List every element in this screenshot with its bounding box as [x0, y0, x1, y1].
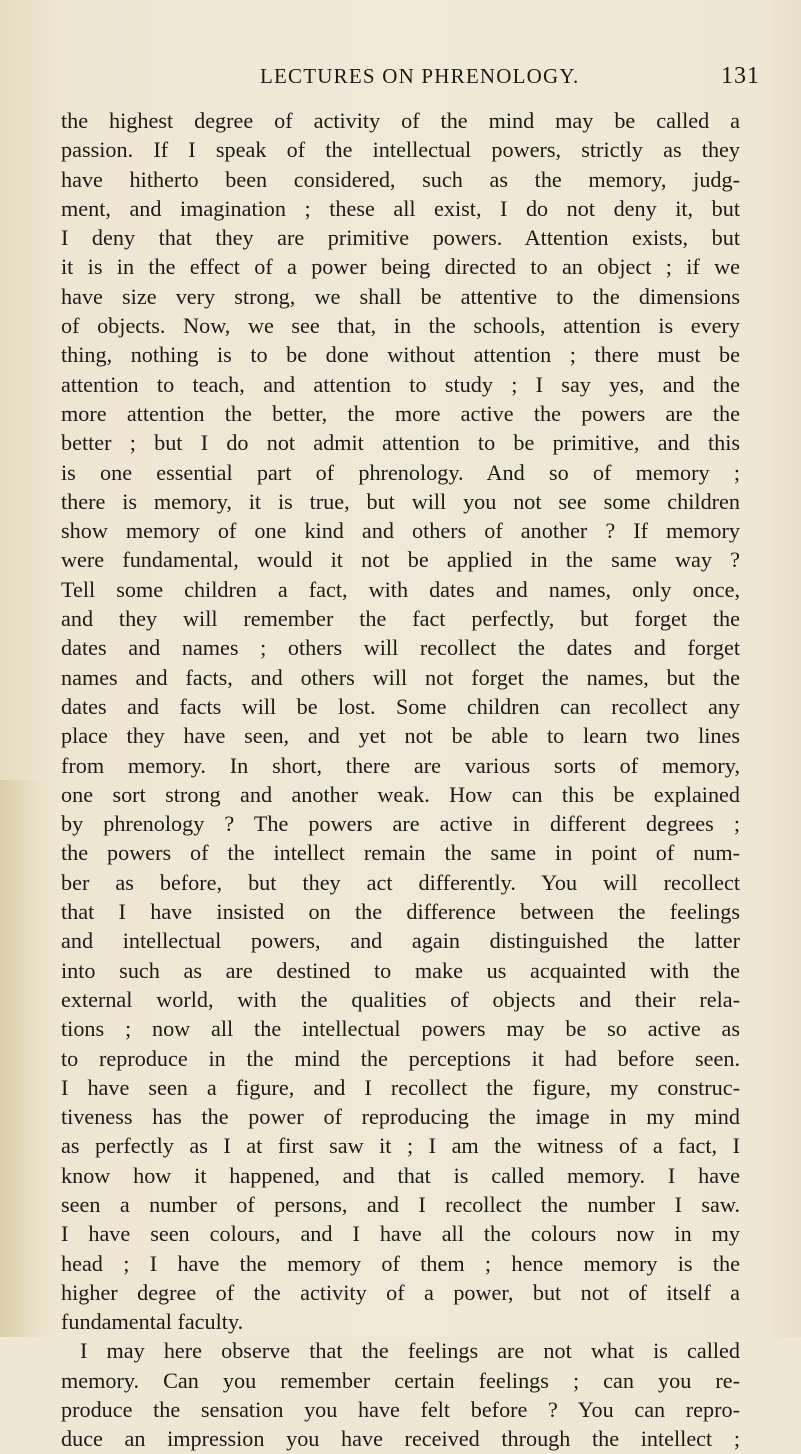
text-line: produce the sensation you have felt before ? You can repro- — [61, 1397, 740, 1423]
text-line: I deny that they are primitive powers. Attention exists, but — [61, 225, 740, 251]
text-line: I have seen a figure, and I recollect the figure, my construc- — [61, 1074, 740, 1100]
text-line: one sort strong and another weak. How can this be explained — [61, 781, 740, 807]
text-line: know how it happened, and that is called memory. I have — [61, 1162, 740, 1188]
text-line: and intellectual powers, and again distinguished the latter — [61, 928, 740, 954]
text-line: Tell some children a fact, with dates and names, only once, — [61, 576, 740, 602]
text-line: into such as are destined to make us acquainted with the — [61, 957, 740, 983]
text-line: as perfectly as I at first saw it ; I am the witness of a fact, I — [61, 1133, 740, 1159]
text-line: of objects. Now, we see that, in the schools, attention is every — [61, 313, 740, 339]
text-line: that I have insisted on the difference between the feelings — [61, 899, 740, 925]
text-line: thing, nothing is to be done without attention ; there must be — [61, 342, 740, 368]
text-line: to reproduce in the mind the perceptions it had before seen. — [61, 1045, 740, 1071]
text-line: the powers of the intellect remain the same in point of num- — [61, 840, 740, 866]
text-line: memory. Can you remember certain feelings ; can you re- — [61, 1367, 740, 1393]
text-line: the highest degree of activity of the mind may be called a — [61, 108, 740, 133]
text-line: duce an impression you have received through the intellect ; — [61, 1426, 740, 1452]
body-text — [61, 106, 740, 1454]
text-line: have hitherto been considered, such as the memory, judg- — [61, 166, 740, 192]
paragraph-end-line: fundamental faculty. — [61, 1309, 244, 1335]
text-line: tions ; now all the intellectual powers may be so active as — [61, 1016, 740, 1042]
text-line: passion. If I speak of the intellectual powers, strictly as they — [61, 137, 740, 163]
text-line: more attention the better, the more active the powers are the — [61, 400, 740, 426]
text-line: show memory of one kind and others of another ? If memory — [61, 518, 740, 544]
page-edge-shadow — [0, 780, 40, 1337]
text-line: it is in the effect of a power being directed to an object ; if we — [61, 254, 740, 280]
text-line: dates and facts will be lost. Some children can recollect any — [61, 693, 740, 719]
text-line: head ; I have the memory of them ; hence memory is the — [61, 1250, 740, 1276]
text-line: by phrenology ? The powers are active in different degrees ; — [61, 811, 740, 837]
running-title: LECTURES ON PHRENOLOGY. — [260, 64, 580, 88]
text-line: higher degree of the activity of a power, but not of itself a — [61, 1279, 740, 1305]
text-line: from memory. In short, there are various sorts of memory, — [61, 752, 740, 778]
text-line: better ; but I do not admit attention to be primitive, and this — [61, 430, 740, 456]
text-line: I have seen colours, and I have all the colours now in my — [61, 1221, 740, 1247]
text-line: were fundamental, would it not be applied in the same way ? — [61, 547, 740, 573]
text-line: tiveness has the power of reproducing the image in my mind — [61, 1104, 740, 1130]
page-number: 131 — [721, 63, 760, 89]
text-line: external world, with the qualities of objects and their rela- — [61, 986, 740, 1012]
text-line: there is memory, it is true, but will you not see some children — [61, 488, 740, 514]
text-line: ber as before, but they act differently. You will recollect — [61, 869, 740, 895]
text-line: ment, and imagination ; these all exist, I do not deny it, but — [61, 195, 740, 221]
text-line: have size very strong, we shall be attentive to the dimensions — [61, 283, 740, 309]
paragraph-start-line: I may here observe that the feelings are not what is called — [80, 1338, 740, 1364]
text-line: place they have seen, and yet not be able to learn two lines — [61, 723, 740, 749]
running-head — [260, 64, 760, 94]
text-line: dates and names ; others will recollect the dates and forget — [61, 635, 740, 661]
text-line: is one essential part of phrenology. And so of memory ; — [61, 459, 740, 485]
text-line: names and facts, and others will not forget the names, but the — [61, 664, 740, 690]
text-line: seen a number of persons, and I recollect the number I saw. — [61, 1191, 740, 1217]
text-line: and they will remember the fact perfectly, but forget the — [61, 606, 740, 632]
text-line: attention to teach, and attention to study ; I say yes, and the — [61, 371, 740, 397]
